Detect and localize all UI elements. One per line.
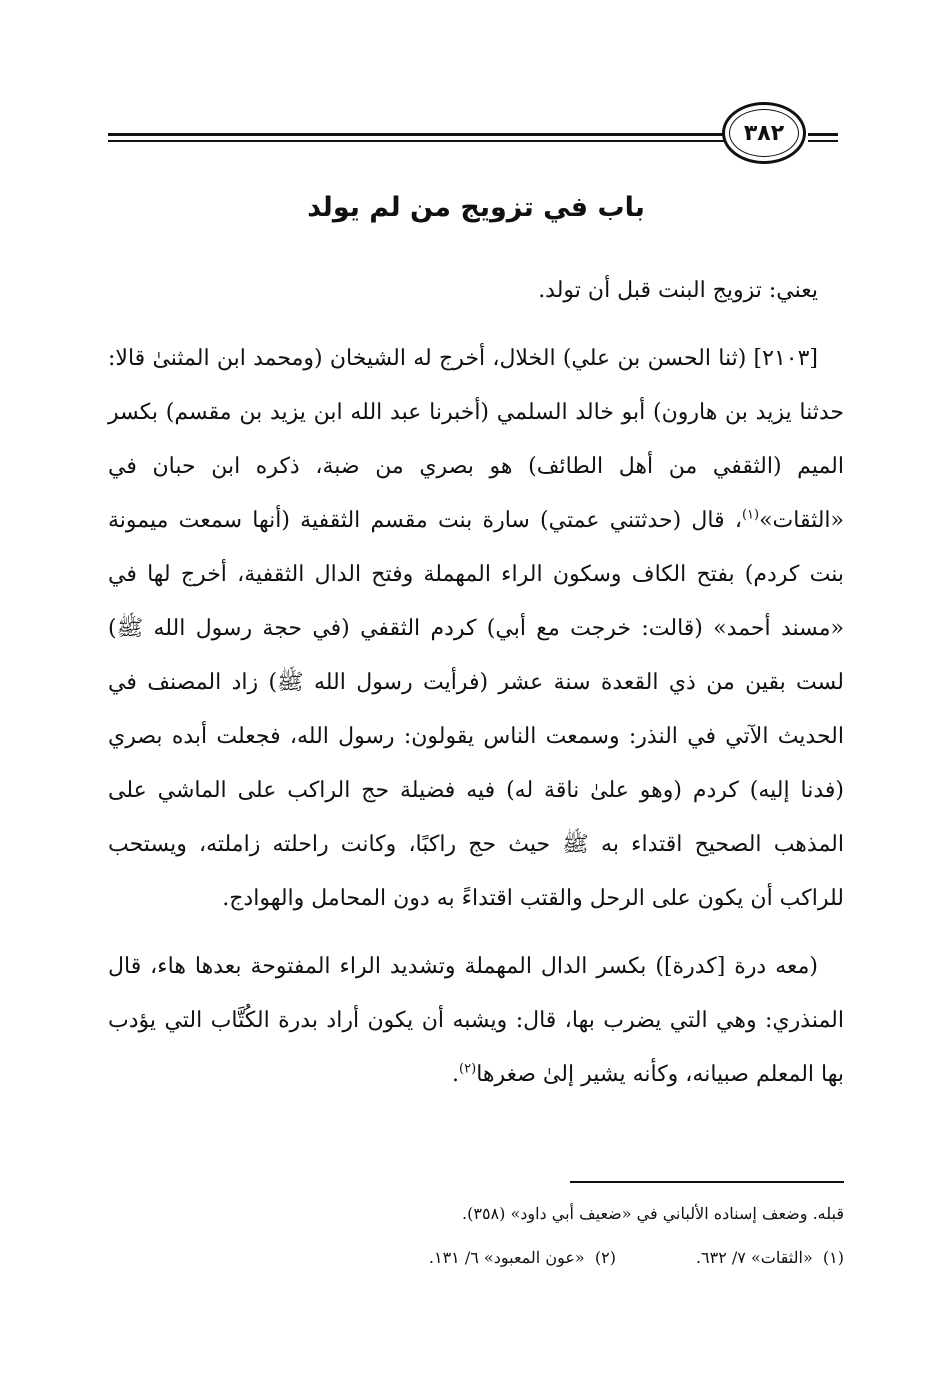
intro-paragraph: يعني: تزويج البنت قبل أن تولد. <box>538 278 818 303</box>
header-rule <box>808 140 838 142</box>
chapter-title: باب في تزويج من لم يولد <box>307 192 645 223</box>
footnote-marker: (٢) <box>459 1061 477 1077</box>
hadith-paragraph: [٢١٠٣] (ثنا الحسن بن علي) الخلال، أخرج له الشيخان (ومحمد ابن المثنىٰ قالا: حدثنا يزيد بن هارون) أبو خالد السلمي (أخبرنا عبد الله ابن يزيد بن مقسم) بكسر الميم (الثقفي من أهل الطائف) هو بصري من ضبة، ذكره ابن حبان في «الثقات»$^{(١)}$، قال (حدثتني عمتي) سارة بنت مقسم الثقفية (أنها سمعت ميمونة بنت كردم) بفتح الكاف وسكون الراء المهملة وفتح الدال الثقفية، أخرج لها في «مسند أحمد» (قالت: خرجت مع أبي) كردم الثقفي (في حجة رسول الله ﷺ) لست بقين من ذي القعدة سنة عشر (فرأيت رسول الله ﷺ) زاد المصنف في الحديث الآتي في النذر: وسمعت الناس يقولون: رسول الله، فجعلت أبده بصري (فدنا إليه) كردم (وهو علىٰ ناقة له) فيه فضيلة حج الراكب على الماشي على المذهب الصحيح اقتداء به ﷺ حيث حج راكبًا، وكانت راحلته زاملته، ويستحب للراكب أن يكون على الرحل والقتب اقتداءً به دون المحامل والهوادج. <box>108 346 845 911</box>
main-text <box>108 264 844 1102</box>
header-rule <box>808 133 838 136</box>
header-rule <box>108 133 724 136</box>
footnote-carryover: قبله. وضعف إسناده الألباني في «ضعيف أبي داود» (٣٥٨). <box>462 1204 844 1223</box>
commentary-paragraph: (معه درة [كدرة]) بكسر الدال المهملة وتشديد الراء المفتوحة بعدها هاء، قال المنذري: وهي التي يضرب بها، قال: ويشبه أن يكون أراد بدرة الكُتَّاب التي يؤدب بها المعلم صبيانه، وكأنه يشير إلىٰ صغرها$^{(٢)}$. <box>108 954 844 1087</box>
footnote-separator <box>570 1181 844 1183</box>
footnote-marker: (١) <box>741 507 760 523</box>
header-rule <box>108 140 724 142</box>
footnotes <box>108 1192 844 1280</box>
footnote-2: (٢) «عون المعبود» ٦/ ١٣١. <box>428 1248 616 1267</box>
page-number-medallion <box>722 102 806 164</box>
footnote-1: (١) «الثقات» ٧/ ٦٣٢. <box>695 1248 844 1267</box>
page-number: ٣٨٢ <box>743 120 785 146</box>
